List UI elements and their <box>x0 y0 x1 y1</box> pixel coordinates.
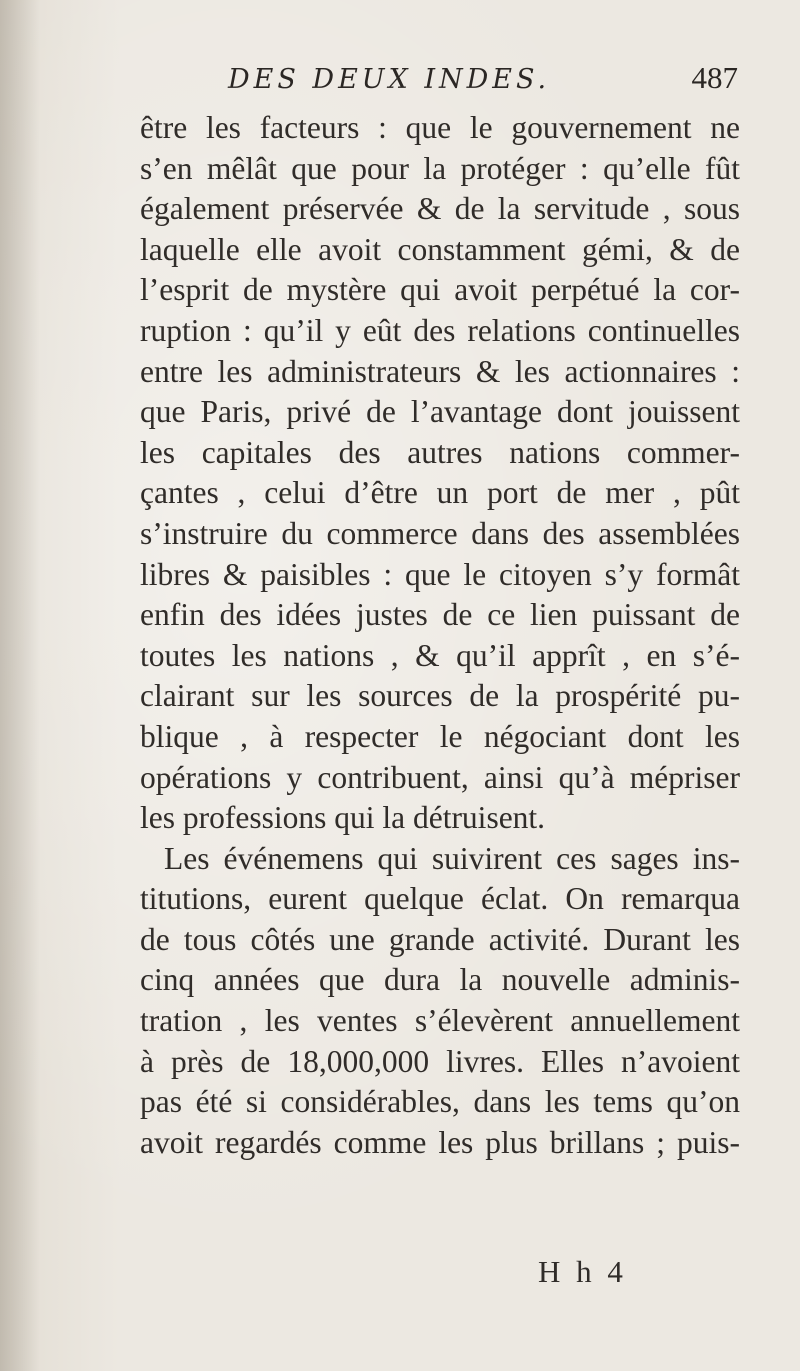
page-header <box>228 58 738 106</box>
text-line: à près de 18,000,000 livres. Elles n’avoient <box>140 1043 740 1079</box>
text-line: Les événemens qui suivirent ces sages ins- <box>164 840 740 876</box>
text-line: également préservée & de la servitude , sous <box>140 191 740 227</box>
text-line: libres & paisibles : que le citoyen s’y formât <box>140 556 740 592</box>
text-line: blique , à respecter le négociant dont les <box>140 718 740 754</box>
text-line: s’instruire du commerce dans des assemblées <box>140 515 740 551</box>
text-line: s’en mêlât que pour la protéger : qu’elle fût <box>140 150 740 186</box>
text-line: toutes les nations , & qu’il apprît , en s’é- <box>140 637 740 673</box>
page-number: 487 <box>691 60 738 95</box>
text-line: que Paris, privé de l’avantage dont jouissent <box>140 394 740 430</box>
text-line: avoit regardés comme les plus brillans ; puis- <box>140 1124 740 1160</box>
text-line: cinq années que dura la nouvelle adminis- <box>140 962 740 998</box>
text-line: laquelle elle avoit constamment gémi, & de <box>140 231 740 267</box>
text-line: entre les administrateurs & les actionnaires : <box>140 353 740 389</box>
text-line: les professions qui la détruisent. <box>140 800 546 836</box>
gutter-shadow <box>0 0 40 1371</box>
text-line: de tous côtés une grande activité. Durant les <box>140 921 740 957</box>
body-text <box>140 108 740 1163</box>
text-line: çantes , celui d’être un port de mer , pût <box>140 475 740 511</box>
text-line: opérations y contribuent, ainsi qu’à mépriser <box>140 759 740 795</box>
signature-mark: H h 4 <box>538 1254 627 1289</box>
text-line: l’esprit de mystère qui avoit perpétué la cor- <box>140 272 740 308</box>
text-line: être les facteurs : que le gouvernement ne <box>140 110 740 145</box>
running-head: DES DEUX INDES. <box>228 64 551 95</box>
text-line: ruption : qu’il y eût des relations continuelles <box>140 312 740 348</box>
text-line: les capitales des autres nations commer- <box>140 434 740 470</box>
text-line: tration , les ventes s’élevèrent annuellement <box>140 1003 740 1039</box>
text-line: clairant sur les sources de la prospérité pu- <box>140 678 740 714</box>
text-line: pas été si considérables, dans les tems qu’on <box>140 1084 740 1120</box>
text-line: titutions, eurent quelque éclat. On remarqua <box>140 881 740 917</box>
text-line: enfin des idées justes de ce lien puissant de <box>140 597 740 633</box>
